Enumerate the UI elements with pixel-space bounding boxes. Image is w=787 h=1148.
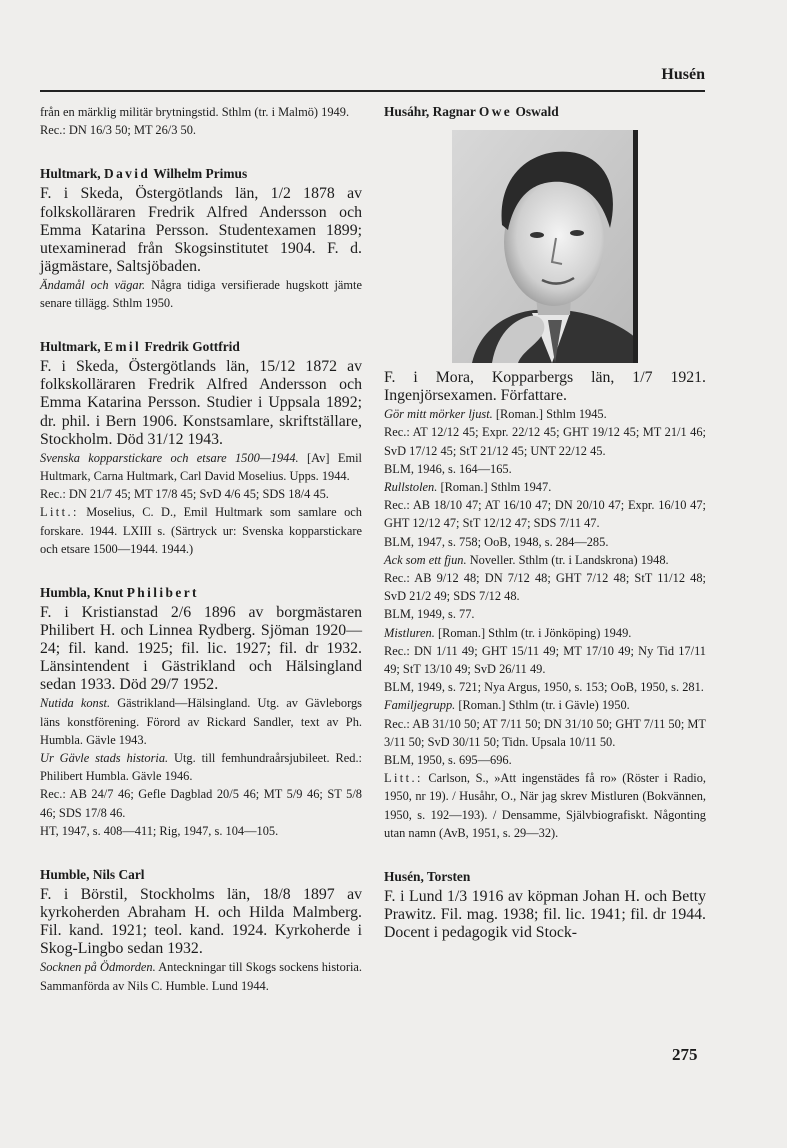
entry-humble (40, 866, 362, 995)
entry-heading (40, 338, 362, 356)
journal-line: BLM, 1947, s. 758; OoB, 1948, s. 284—285. (384, 534, 609, 549)
biography: F. i Skeda, Östergötlands län, 1/2 1878 av folkskolläraren Fredrik Alfred Andersson och Emma Katarina Persson. Studentexamen 1899; utexaminerad från Skogsinstitutet 1904. F. d. jägmästare, Saltsjöbaden. (40, 185, 362, 275)
review-line: Rec.: AB 9/12 48; DN 7/12 48; GHT 7/12 48; StT 11/12 48; SvD 21/2 49; SDS 7/12 48. (384, 571, 706, 604)
work-text: Anteckningar till Skogs sockens historia. Sammanförda av Nils C. Humble. Lund 1944. (40, 960, 362, 993)
work-title: Ur Gävle stads historia. (40, 751, 169, 766)
work-text: [Av] Emil Hultmark, Carna Hultmark, Carl David Moselius. Upps. 1944. (40, 450, 362, 483)
journal-line: BLM, 1950, s. 695—696. (384, 753, 512, 768)
surname: Hultmark, (40, 166, 101, 182)
entry-heading: Husén, Torsten (384, 869, 471, 885)
journal-line: BLM, 1949, s. 77. (384, 607, 475, 622)
entry-heading: Humble, Nils Carl (40, 867, 145, 883)
work-title: Socknen på Ödmorden. (40, 960, 156, 975)
work-title: Ack som ett fjun. (384, 552, 467, 567)
review-line: Rec.: DN 21/7 45; MT 17/8 45; SvD 4/6 45; SDS 18/4 45. (40, 487, 329, 502)
entry-humbla (40, 584, 362, 840)
work-line (40, 749, 362, 785)
entry-heading (40, 584, 362, 602)
work-text: [Roman.] Sthlm 1947. (440, 480, 552, 494)
review-line: Rec.: AB 24/7 46; Gefle Dagblad 20/5 46; MT 5/9 46; ST 5/8 46; SDS 17/8 46. (40, 787, 362, 820)
running-header (40, 66, 705, 92)
entry-heading (40, 165, 362, 183)
other-names: Wilhelm Primus (153, 166, 248, 182)
work-line (384, 696, 706, 714)
intro-text: från en märklig militär brytningstid. Sthlm (tr. i Malmö) 1949. (40, 105, 350, 119)
work-title: Svenska kopparstickare och etsare 1500—1944. (40, 450, 299, 465)
intro-rec: Rec.: DN 16/3 50; MT 26/3 50. (40, 123, 197, 138)
work-title: Ändamål och vägar. (40, 277, 146, 292)
header-title: Husén (661, 66, 705, 83)
review-line: Rec.: DN 1/11 49; GHT 15/11 49; MT 17/10 49; Ny Tid 17/11 49; StT 13/10 49; SvD 26/11 49. (384, 643, 706, 677)
literature-label: Litt.: (40, 505, 79, 520)
entry-continuation (40, 103, 362, 139)
biography: F. i Börstil, Stockholms län, 18/8 1897 av kyrkoherden Abraham H. och Hilda Malmberg. Fil. kand. 1921; teol. kand. 1924. Kyrkoherde i Skog-Lingbo sedan 1932. (40, 886, 362, 958)
other-names: Oswald (515, 104, 559, 119)
left-column (40, 103, 362, 995)
biography: F. i Mora, Kopparbergs län, 1/7 1921. Ingenjörsexamen. Författare. (384, 369, 706, 405)
entry-husahr (384, 103, 706, 842)
work-text: Utg. till femhundraårsjubileet. Red.: Philibert Humbla. Gävle 1946. (40, 751, 363, 784)
review-line: Rec.: AB 31/10 50; AT 7/11 50; DN 31/10 50; GHT 7/11 50; MT 3/11 50; SvD 30/11 50; Tidn. Upsala 10/11 50. (384, 716, 706, 749)
work-text: Gästrikland—Hälsingland. Utg. av Gävleborgs läns konstförening. Förord av Rickard Sandler, text av Ph. Humbla. Gävle 1943. (40, 696, 362, 747)
surname: Husáhr, Ragnar (384, 104, 476, 119)
work-text: Noveller. Sthlm (tr. i Landskrona) 1948. (469, 552, 669, 567)
journal-line: HT, 1947, s. 408—411; Rig, 1947, s. 104—105. (40, 823, 279, 838)
biography: F. i Kristianstad 2/6 1896 av borgmästaren Philibert H. och Linnea Rydberg. Sjöman 1920—24; fil. kand. 1925; fil. lic. 1927; fil. dr 1932. Länsintendent i Gästrikland och Hälsingland sedan 1933. Död 29/7 1952. (40, 603, 362, 694)
journal-line: BLM, 1946, s. 164—165. (384, 461, 512, 476)
work-line (384, 405, 706, 423)
literature-label: Litt.: (384, 771, 423, 786)
literature-line (40, 503, 362, 558)
work-line (384, 551, 706, 569)
work-line (384, 624, 706, 642)
surname: Hultmark, (40, 339, 101, 355)
right-column (384, 103, 706, 942)
work-title: Gör mitt mörker ljust. (384, 407, 493, 422)
biography: F. i Lund 1/3 1916 av köpman Johan H. och Betty Prawitz. Fil. mag. 1938; fil. lic. 1941; fil. dr 1944. Docent i pedagogik vid Stock- (384, 888, 706, 942)
given-name: Philibert (126, 584, 199, 600)
work-line (40, 694, 362, 749)
literature-text: Moselius, C. D., Emil Hultmark som samlare och forskare. 1944. LXIII s. (Särtryck ur: Svenska kopparstickare och etsare 1500—1944. 1944.) (40, 505, 362, 556)
given-name: David (104, 166, 151, 182)
review-line: Rec.: AT 12/12 45; Expr. 22/12 45; GHT 19/12 45; MT 21/1 46; SvD 17/12 45; StT 21/12 45; UNT 22/12 45. (384, 425, 706, 458)
entry-heading (384, 103, 706, 121)
entry-hultmark-david (40, 165, 362, 312)
other-names: Fredrik Gottfrid (144, 339, 240, 355)
work-title: Mistluren. (384, 625, 435, 640)
work-text: [Roman.] Sthlm 1945. (495, 407, 607, 422)
given-name: Owe (478, 104, 513, 119)
surname: Humbla, Knut (40, 584, 124, 600)
journal-line: BLM, 1949, s. 721; Nya Argus, 1950, s. 153; OoB, 1950, s. 281. (384, 680, 704, 695)
biography: F. i Skeda, Östergötlands län, 15/12 1872 av folkskolläraren Fredrik Alfred Andersson och Emma Katarina Persson. Studier i Uppsala 1892; dr. phil. i Bern 1906. Konstsamlare, skriftställare, Stockholm. Död 31/12 1943. (40, 358, 362, 448)
entry-husen (384, 868, 706, 942)
work-line (40, 449, 362, 485)
literature-line (384, 769, 706, 842)
work-text: [Roman.] Sthlm (tr. i Gävle) 1950. (458, 698, 630, 713)
work-line (40, 958, 362, 994)
entry-hultmark-emil (40, 338, 362, 558)
given-name: Emil (104, 339, 142, 355)
review-line: Rec.: AB 18/10 47; AT 16/10 47; DN 20/10 47; Expr. 16/10 47; GHT 12/12 47; StT 12/12 47; SDS 7/11 47. (384, 498, 706, 531)
work-line (40, 276, 362, 312)
portrait-photo (452, 130, 638, 363)
work-title: Familjegrupp. (384, 698, 456, 713)
literature-text: Carlson, S., »Att ingenstädes få ro» (Röster i Radio, 1950, nr 19). / Husåhr, O., När jag skrev Mistluren (Bokvännen, 1950, s. 192—193). / Densamme, Självbiografiskt. Någonting utan namn (AvB, 1951, s. 29—32). (384, 771, 706, 840)
work-title: Nutida konst. (40, 696, 111, 711)
work-text: Några tidiga versifierade hugskott jämte senare tillägg. Sthlm 1950. (40, 277, 362, 311)
work-text: [Roman.] Sthlm (tr. i Jönköping) 1949. (437, 625, 632, 640)
page-number: 275 (672, 1045, 698, 1064)
work-line (384, 478, 706, 496)
work-title: Rullstolen. (384, 480, 438, 494)
